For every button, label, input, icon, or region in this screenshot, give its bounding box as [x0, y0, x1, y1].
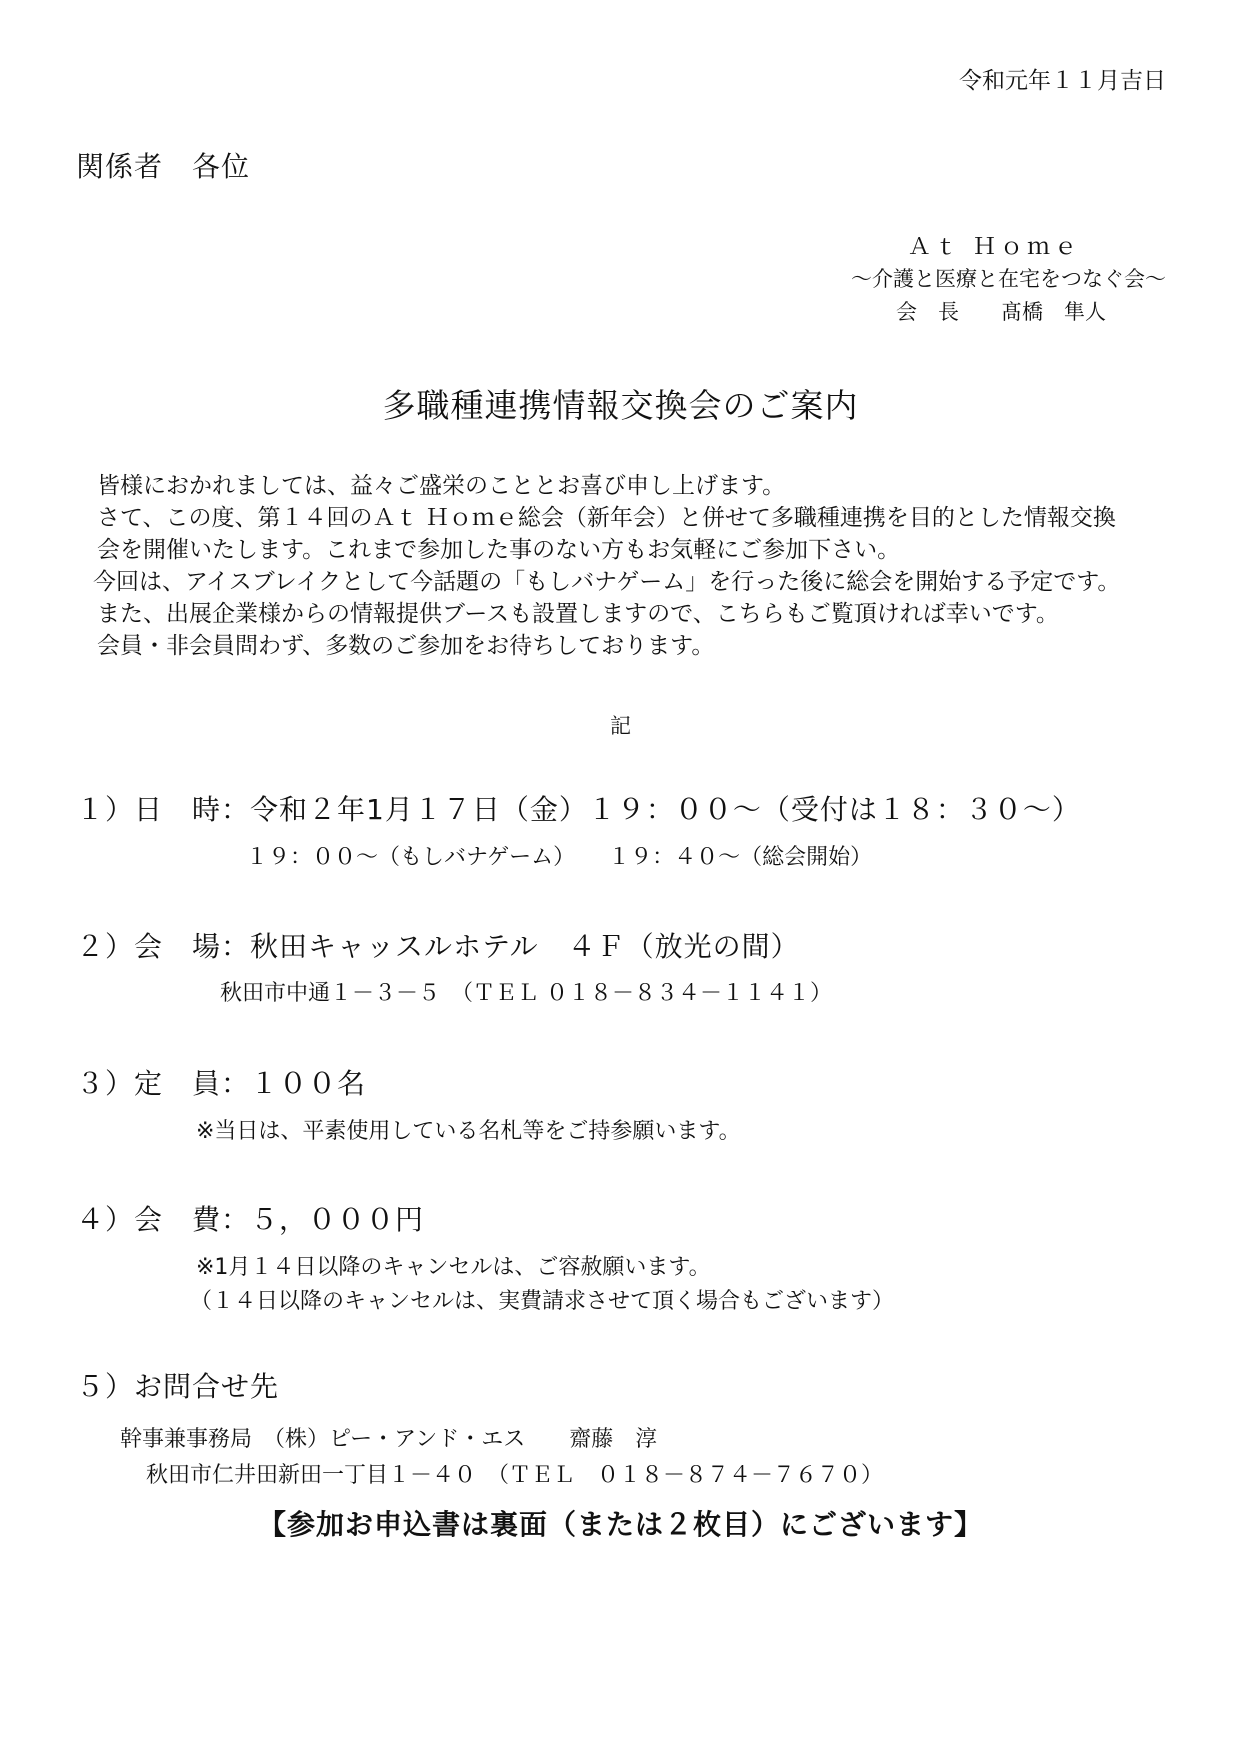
item-datetime-detail: １９：００～（もしバナゲーム） １９：４０～（総会開始）: [246, 845, 873, 870]
ki-marker: 記: [610, 714, 631, 738]
intro-line: 皆様におかれましては、益々ご盛栄のこととお喜び申し上げます。: [97, 473, 786, 499]
organization-name: Ａｔ Ｈｏｍｅ: [907, 234, 1081, 260]
item-contact-line-2: 秋田市仁井田新田一丁目１－４０ （ＴＥＬ ０１８－８７４－７６７０）: [146, 1463, 884, 1488]
item-venue-heading: ２）会 場：秋田キャッスルホテル ４Ｆ（放光の間）: [76, 930, 800, 963]
intro-line: また、出展企業様からの情報提供ブースも設置しますので、こちらもご覧頂ければ幸いです。: [97, 601, 1059, 627]
item-contact-line-1: 幹事兼事務局 （株）ピー・アンド・エス 齋藤 淳: [120, 1427, 658, 1452]
item-fee-heading: ４）会 費：５，０００円: [76, 1203, 425, 1236]
recipients: 関係者 各位: [76, 150, 251, 183]
organization-president: 会 長 髙橋 隼人: [896, 300, 1106, 324]
intro-line: さて、この度、第１４回のＡｔ Ｈｏｍｅ総会（新年会）と併せて多職種連携を目的とした情報交換: [97, 505, 1116, 531]
intro-line: 会を開催いたします。これまで参加した事のない方もお気軽にご参加下さい。: [97, 537, 901, 563]
item-datetime-heading: １）日 時：令和２年1月１７日（金）１９：００～（受付は１８：３０～）: [76, 793, 1081, 826]
closing-note: 【参加お申込書は裏面（または２枚目）にございます】: [257, 1508, 983, 1541]
item-capacity-detail: ※当日は、平素使用している名札等をご持参願います。: [196, 1119, 741, 1144]
intro-paragraph: [93, 470, 1121, 662]
item-fee-detail-2: （１４日以降のキャンセルは、実費請求させて頂く場合もございます）: [190, 1289, 895, 1314]
item-fee-detail-1: ※1月１４日以降のキャンセルは、ご容赦願います。: [196, 1255, 711, 1280]
intro-line: 会員・非会員問わず、多数のご参加をお待ちしております。: [97, 633, 715, 659]
intro-line: 今回は、アイスブレイクとして今話題の「もしバナゲーム」を行った後に総会を開始する予定です。: [93, 569, 1121, 595]
item-contact-heading: ５）お問合せ先: [76, 1370, 280, 1403]
item-venue-detail: 秋田市中通１－３－５ （ＴＥＬ ０１８－８３４－１１４１）: [220, 981, 832, 1006]
organization-block: [851, 232, 1166, 328]
document-date: 令和元年１１月吉日: [959, 68, 1166, 94]
organization-subtitle: ～介護と医療と在宅をつなぐ会～: [851, 267, 1166, 291]
item-capacity-heading: ３）定 員：１００名: [76, 1067, 367, 1100]
document-title: 多職種連携情報交換会のご案内: [382, 386, 859, 425]
